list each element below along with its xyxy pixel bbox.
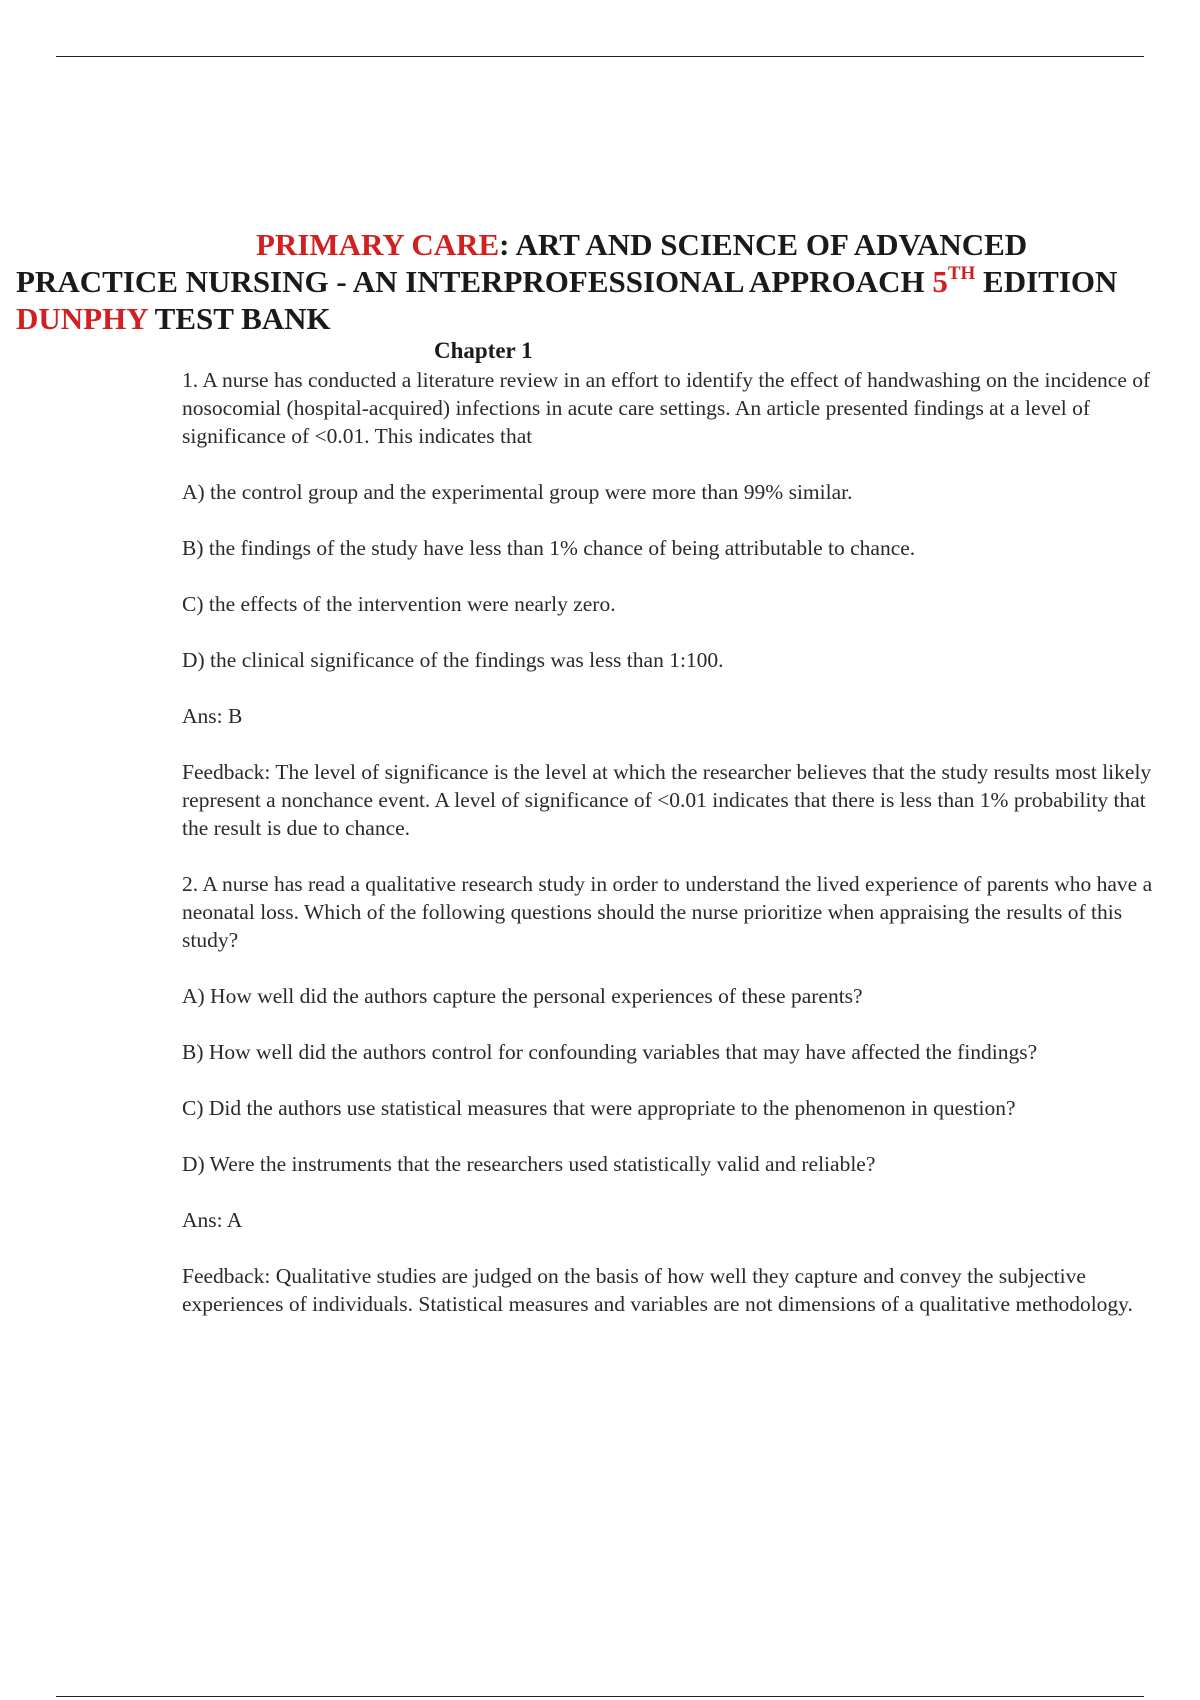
title-line-2-end: EDITION [975,264,1118,299]
question-1-feedback: Feedback: The level of significance is the level at which the researcher believes that the study results most likely represent a nonchance event. A level of significance of <0.01 indicates that there is less than 1% probability that the result is due to chance. [182,760,1152,840]
title-line-1-rest: : ART AND SCIENCE OF ADVANCED [499,227,1028,262]
top-rule [56,56,1144,57]
document-title [16,226,1191,337]
question-1-option-a: A) the control group and the experimental group were more than 99% similar. [182,480,853,504]
question-1-option-b: B) the findings of the study have less than 1% chance of being attributable to chance. [182,536,916,560]
question-2-option-d: D) Were the instruments that the researchers used statistically valid and reliable? [182,1152,876,1176]
title-line-3-rest: TEST BANK [147,301,331,336]
title-red-author: DUNPHY [16,301,148,336]
question-1-option-c: C) the effects of the intervention were nearly zero. [182,592,616,616]
question-2-option-a: A) How well did the authors capture the personal experiences of these parents? [182,984,863,1008]
question-2-feedback: Feedback: Qualitative studies are judged on the basis of how well they capture and convey the subjective experiences of individuals. Statistical measures and variables are not dimensions of a qualitative methodology. [182,1264,1133,1316]
question-2-option-c: C) Did the authors use statistical measures that were appropriate to the phenomenon in question? [182,1096,1016,1120]
title-red-primary-care: PRIMARY CARE [256,227,500,262]
title-edition-superscript: TH [947,263,976,284]
question-2-answer: Ans: A [182,1208,243,1232]
chapter-heading: Chapter 1 [434,338,533,363]
question-1-option-d: D) the clinical significance of the findings was less than 1:100. [182,648,724,672]
title-line-2 [16,263,1191,300]
title-line-3 [16,300,1191,337]
title-edition-number [932,264,975,299]
question-2-option-b: B) How well did the authors control for confounding variables that may have affected the findings? [182,1040,1038,1064]
question-1-answer: Ans: B [182,704,243,728]
bottom-rule [56,1696,1144,1697]
title-line-1 [16,226,1191,263]
title-edition-digit: 5 [932,264,948,299]
questions-content [182,366,1162,1346]
title-line-2-main: PRACTICE NURSING - AN INTERPROFESSIONAL APPROACH [16,264,933,299]
question-2-stem: 2. A nurse has read a qualitative research study in order to understand the lived experience of parents who have a neonatal loss. Which of the following questions should the nurse prioritize when appraising the results of this study? [182,872,1153,952]
question-1-stem: 1. A nurse has conducted a literature review in an effort to identify the effect of handwashing on the incidence of nosocomial (hospital-acquired) infections in acute care settings. An article presented findings at a level of significance of <0.01. This indicates that [182,368,1151,448]
